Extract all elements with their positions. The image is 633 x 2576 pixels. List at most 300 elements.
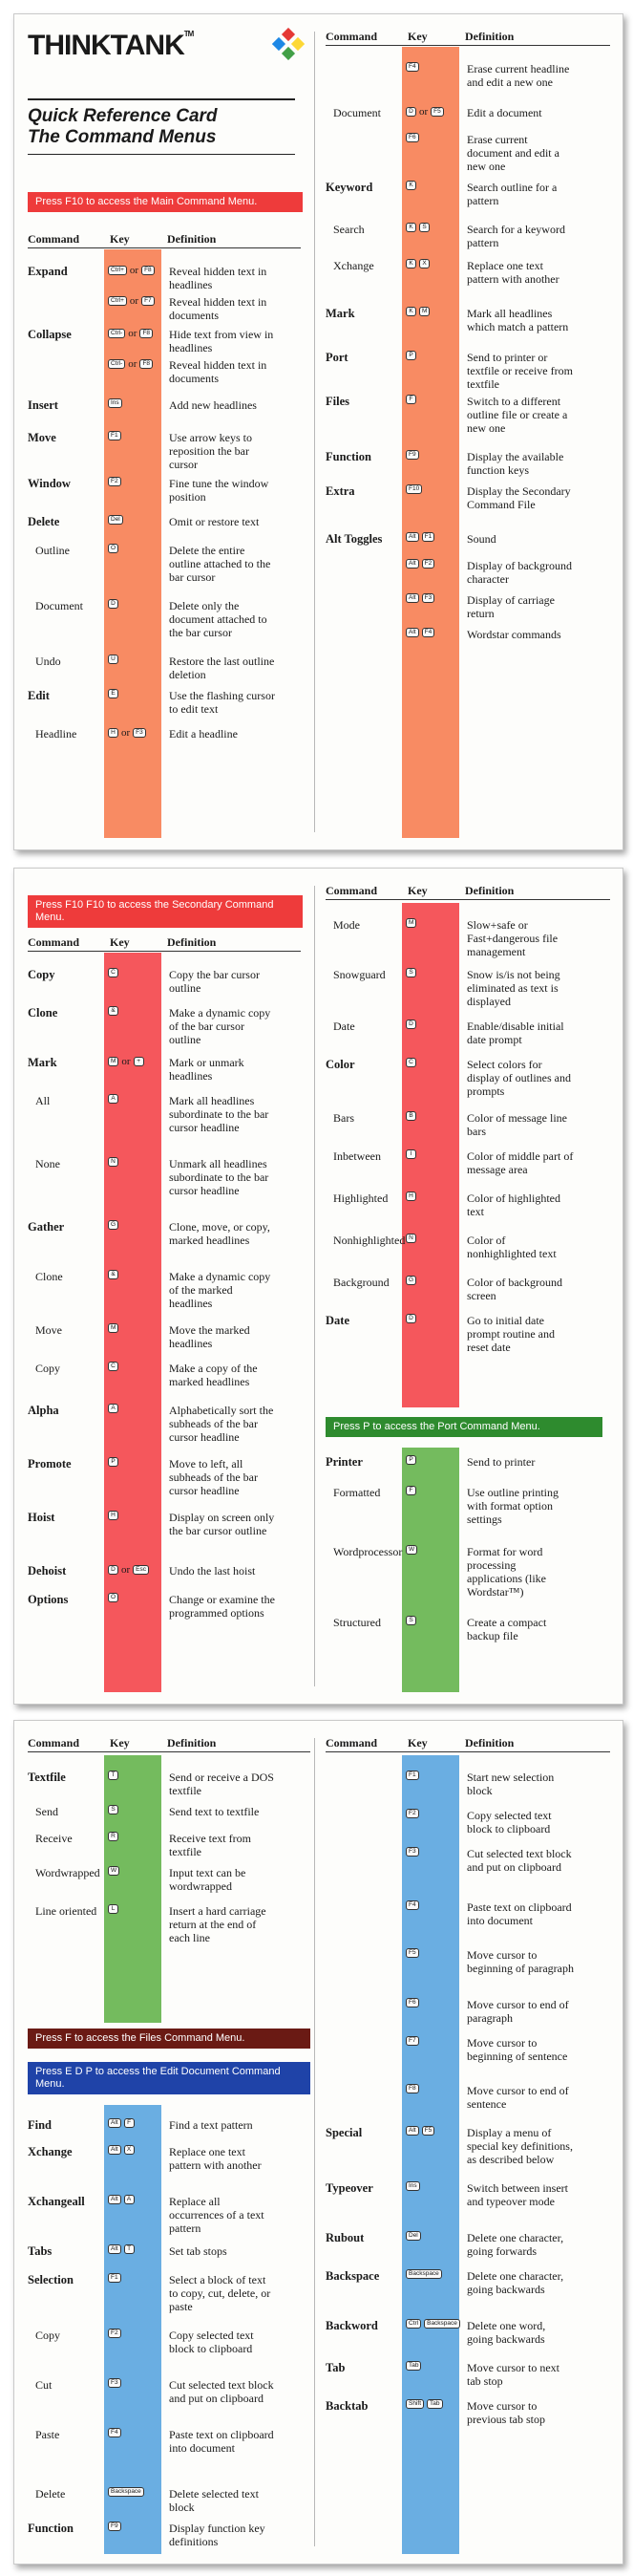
keycap-icon: Ctrl+ xyxy=(108,296,127,306)
subcommand-label: Send xyxy=(35,1805,58,1818)
command-label: Port xyxy=(326,351,348,364)
key-combo xyxy=(108,1270,118,1279)
keycap-icon: Ctrl- xyxy=(108,359,125,369)
key-or-text: or xyxy=(121,1056,131,1067)
definition-text: Insert a hard carriage return at the end of each line xyxy=(169,1904,266,1944)
definition-text: Copy selected text block to clipboard xyxy=(169,2329,254,2355)
keycap-icon: K xyxy=(406,307,416,316)
key-combo xyxy=(406,395,416,404)
keycap-icon: F4 xyxy=(422,628,435,637)
subcommand-label: Move xyxy=(35,1323,62,1337)
command-label: Textfile xyxy=(28,1771,66,1784)
definition-text: Display function key definitions xyxy=(169,2522,265,2548)
key-combo xyxy=(406,918,416,928)
key-combo xyxy=(108,1094,118,1104)
key-combo xyxy=(108,328,153,339)
subcommand-label: Background xyxy=(333,1276,390,1289)
command-label: Copy xyxy=(28,968,55,981)
keycap-icon: O xyxy=(108,544,118,553)
keycap-icon: M xyxy=(108,1057,118,1066)
definition-text: Display the Secondary Command File xyxy=(467,484,571,511)
key-combo xyxy=(108,1457,118,1467)
key-combo xyxy=(108,1056,144,1067)
keycap-icon: M xyxy=(419,307,430,316)
key-combo xyxy=(108,689,118,698)
definition-text: Clone, move, or copy, marked headlines xyxy=(169,1220,270,1247)
header-rule xyxy=(28,1751,310,1752)
definition-text: Start new selection block xyxy=(467,1771,555,1797)
definition-text: Move the marked headlines xyxy=(169,1323,250,1350)
definition-text: Reveal hidden text in documents xyxy=(169,295,267,322)
definition-text: Make a dynamic copy of the marked headlines xyxy=(169,1270,271,1310)
definition-text: Display of background character xyxy=(467,559,572,586)
subcommand-label: Line oriented xyxy=(35,1904,97,1918)
key-combo xyxy=(406,450,419,460)
keycap-icon: F6 xyxy=(406,133,419,142)
key-combo xyxy=(406,2084,419,2093)
keycap-icon: Ins xyxy=(406,2181,420,2191)
key-combo xyxy=(406,968,416,977)
keycap-icon: M xyxy=(108,1323,118,1333)
keycap-icon: Backspace xyxy=(108,2487,144,2497)
definition-text: Replace all occurrences of a text pattern xyxy=(169,2195,264,2235)
keycap-icon: F5 xyxy=(406,1948,419,1958)
definition-text: Find a text pattern xyxy=(169,2118,253,2132)
key-combo xyxy=(108,431,121,440)
definition-text: Color of middle part of message area xyxy=(467,1149,574,1176)
subcommand-label: Structured xyxy=(333,1616,381,1629)
command-label: Function xyxy=(28,2522,74,2535)
keycap-icon: F xyxy=(406,1486,416,1495)
key-combo xyxy=(108,515,123,525)
keycap-icon: Tab xyxy=(406,2361,421,2371)
keycap-icon: G xyxy=(406,1276,416,1285)
header-rule xyxy=(28,951,301,952)
definition-text: Send text to textfile xyxy=(169,1805,260,1818)
column-header-command: Command xyxy=(28,232,80,246)
definition-text: Search for a keyword pattern xyxy=(467,223,565,249)
keycap-icon: F1 xyxy=(422,532,435,542)
keycap-icon: Shift xyxy=(406,2399,424,2409)
keycap-icon: F9 xyxy=(108,2522,121,2531)
definition-text: Omit or restore text xyxy=(169,515,260,528)
keycap-icon: Ins xyxy=(108,398,122,408)
column-header-definition: Definition xyxy=(465,1736,515,1750)
column-header-command: Command xyxy=(28,1736,80,1750)
key-combo xyxy=(406,1191,416,1201)
keycap-icon: Alt xyxy=(406,628,419,637)
keycap-icon: F3 xyxy=(406,1847,419,1857)
keycap-icon: Backspace xyxy=(406,2269,442,2279)
subcommand-label: Copy xyxy=(35,1362,61,1375)
command-label: Mark xyxy=(326,307,355,320)
keycap-icon: F10 xyxy=(406,484,422,494)
definition-text: Move cursor to end of paragraph xyxy=(467,1998,569,2025)
key-combo xyxy=(108,1362,118,1371)
key-combo xyxy=(108,1220,118,1230)
keycap-icon: H xyxy=(406,1191,416,1201)
keycap-icon: D xyxy=(108,1565,118,1575)
definition-text: Use outline printing with format option settings xyxy=(467,1486,559,1526)
definition-text: Move cursor to next tab stop xyxy=(467,2361,559,2388)
column-header-key: Key xyxy=(110,232,130,246)
secondary-menu-band: Press F10 F10 to access the Secondary Command Menu. xyxy=(28,895,303,928)
keycap-icon: W xyxy=(406,1545,417,1555)
key-combo xyxy=(406,1771,419,1780)
keycap-icon: K xyxy=(406,181,416,190)
keycap-icon: H xyxy=(108,1511,118,1520)
column-divider xyxy=(314,32,315,832)
key-or-text: or xyxy=(129,295,139,307)
keycap-icon: F1 xyxy=(108,431,121,440)
key-combo xyxy=(406,1809,419,1818)
keycap-icon: F7 xyxy=(406,2036,419,2046)
definition-text: Replace one text pattern with another xyxy=(169,2145,262,2172)
key-combo xyxy=(108,1904,118,1914)
keycap-icon: N xyxy=(108,1157,118,1167)
subcommand-label: Document xyxy=(333,106,381,119)
keycap-icon: F8 xyxy=(139,359,153,369)
key-combo xyxy=(108,2378,121,2388)
keycap-icon: F5 xyxy=(422,2126,435,2136)
key-combo xyxy=(406,1111,416,1121)
keycap-icon: F3 xyxy=(108,2378,121,2388)
keycap-icon: Backspace xyxy=(424,2319,460,2329)
keycap-icon: K xyxy=(406,223,416,232)
keycap-icon: F xyxy=(406,395,416,404)
definition-text: Delete one word, going backwards xyxy=(467,2319,546,2346)
definition-text: Delete one character, going backwards xyxy=(467,2269,564,2296)
key-combo xyxy=(406,628,434,637)
command-label: Delete xyxy=(28,515,60,528)
definition-text: Wordstar commands xyxy=(467,628,561,641)
definition-text: Erase current headline and edit a new one xyxy=(467,62,570,89)
card-secondary-menu xyxy=(13,868,623,1705)
key-combo xyxy=(406,181,416,190)
command-label: Edit xyxy=(28,689,50,702)
definition-text: Move cursor to end of sentence xyxy=(467,2084,569,2111)
key-combo xyxy=(108,1404,118,1413)
command-label: Alpha xyxy=(28,1404,59,1417)
keycap-icon: B xyxy=(406,1111,416,1121)
key-combo xyxy=(108,1832,118,1841)
definition-text: Input text can be wordwrapped xyxy=(169,1866,246,1893)
keycap-icon: A xyxy=(108,1404,118,1413)
keycap-icon: G xyxy=(108,1220,118,1230)
definition-text: Cut selected text block and put on clipboard xyxy=(169,2378,274,2405)
keycap-icon: F6 xyxy=(406,1998,419,2007)
key-combo xyxy=(406,1276,416,1285)
definition-text: Make a dynamic copy of the bar cursor outline xyxy=(169,1006,271,1046)
key-combo xyxy=(406,307,430,316)
keycap-icon: F1 xyxy=(406,1771,419,1780)
command-label: Xchange xyxy=(28,2145,73,2158)
subcommand-label: Headline xyxy=(35,727,77,741)
subcommand-label: Paste xyxy=(35,2428,60,2441)
key-combo xyxy=(406,1149,416,1159)
command-label: Alt Toggles xyxy=(326,532,383,546)
keycap-icon: D xyxy=(406,1020,416,1029)
command-label: Expand xyxy=(28,265,68,278)
key-combo xyxy=(108,2487,144,2497)
key-combo xyxy=(406,1314,416,1323)
column-header-command: Command xyxy=(326,884,378,897)
key-combo xyxy=(108,727,146,739)
definition-text: Mark or unmark headlines xyxy=(169,1056,244,1083)
keycap-icon: X xyxy=(124,2145,135,2155)
column-header-command: Command xyxy=(326,1736,378,1750)
subcommand-label: Search xyxy=(333,223,365,236)
key-combo xyxy=(108,1511,118,1520)
definition-text: Move cursor to beginning of sentence xyxy=(467,2036,568,2063)
keycap-icon: H xyxy=(108,728,118,738)
column-header-key: Key xyxy=(110,1736,130,1750)
subcommand-label: Wordprocessor xyxy=(333,1545,403,1558)
command-label: Selection xyxy=(28,2273,74,2286)
keycap-icon: C xyxy=(108,1362,118,1371)
key-combo xyxy=(406,2181,420,2191)
subcommand-label: All xyxy=(35,1094,51,1107)
definition-text: Sound xyxy=(467,532,496,546)
keycap-icon: D xyxy=(406,107,416,117)
key-combo xyxy=(108,2195,135,2204)
definition-text: Display on screen only the bar cursor outline xyxy=(169,1511,275,1537)
card-title: Quick Reference Card The Command Menus xyxy=(28,106,218,147)
keycap-icon: X xyxy=(419,259,430,268)
key-combo xyxy=(108,599,118,609)
keycap-icon: I xyxy=(406,1149,416,1159)
definition-text: Snow is/is not being eliminated as text is displayed xyxy=(467,968,560,1008)
keycap-icon: F2 xyxy=(406,1809,419,1818)
definition-text: Undo the last hoist xyxy=(169,1564,256,1578)
column-divider xyxy=(314,1738,315,2546)
definition-text: Copy the bar cursor outline xyxy=(169,968,260,995)
command-label: Tab xyxy=(326,2361,346,2374)
keycap-icon: F3 xyxy=(422,593,435,603)
title-rule-bottom xyxy=(28,154,295,155)
subcommand-label: Snowguard xyxy=(333,968,386,981)
key-combo xyxy=(406,1948,419,1958)
command-label: Printer xyxy=(326,1455,363,1469)
diamond-logo-icon xyxy=(272,28,305,60)
key-combo xyxy=(108,265,155,276)
key-combo xyxy=(406,223,430,232)
key-combo xyxy=(406,1998,419,2007)
command-label: Backtab xyxy=(326,2399,369,2413)
definition-text: Display the available function keys xyxy=(467,450,564,477)
definition-text: Mark all headlines subordinate to the bar cursor headline xyxy=(169,1094,269,1134)
key-combo xyxy=(108,544,118,553)
subcommand-label: Inbetween xyxy=(333,1149,381,1163)
definition-text: Move to left, all subheads of the bar cursor headline xyxy=(169,1457,258,1497)
column-header-key: Key xyxy=(408,1736,428,1750)
definition-text: Hide text from view in headlines xyxy=(169,328,274,354)
keycap-icon: F2 xyxy=(422,559,435,569)
subcommand-label: Bars xyxy=(333,1111,354,1125)
column-header-definition: Definition xyxy=(167,232,217,246)
definition-text: Create a compact backup file xyxy=(467,1616,547,1642)
keycap-icon: F8 xyxy=(406,2084,419,2093)
key-color-strip xyxy=(104,1755,161,2023)
subcommand-label: Cut xyxy=(35,2378,53,2392)
command-label: Special xyxy=(326,2126,363,2139)
key-combo xyxy=(108,2273,121,2283)
keycap-icon: S xyxy=(419,223,430,232)
key-combo xyxy=(406,484,422,494)
definition-text: Make a copy of the marked headlines xyxy=(169,1362,258,1388)
key-combo xyxy=(108,2522,121,2531)
command-label: Collapse xyxy=(28,328,72,341)
key-combo xyxy=(406,133,419,142)
key-combo xyxy=(108,2145,135,2155)
keycap-icon: S xyxy=(108,1805,118,1814)
keycap-icon: S xyxy=(406,968,416,977)
keycap-icon: P xyxy=(406,1455,416,1465)
column-header-key: Key xyxy=(408,884,428,897)
header-rule xyxy=(326,899,610,900)
definition-text: Delete the entire outline attached to the bar cursor xyxy=(169,544,271,584)
definition-text: Color of message line bars xyxy=(467,1111,567,1138)
keycap-icon: F3 xyxy=(133,728,146,738)
key-combo xyxy=(108,1006,118,1016)
key-combo xyxy=(406,1486,416,1495)
definition-text: Copy selected text block to clipboard xyxy=(467,1809,552,1835)
command-label: Options xyxy=(28,1593,69,1606)
key-combo xyxy=(406,532,434,542)
command-label: Hoist xyxy=(28,1511,55,1524)
command-label: Rubout xyxy=(326,2231,365,2244)
keycap-icon: A xyxy=(108,1094,118,1104)
definition-text: Select colors for display of outlines and prompts xyxy=(467,1058,571,1098)
definition-text: Slow+safe or Fast+dangerous file management xyxy=(467,918,559,958)
keycap-icon: F2 xyxy=(108,477,121,486)
definition-text: Alphabetically sort the subheads of the bar cursor headline xyxy=(169,1404,274,1444)
key-combo xyxy=(406,2319,460,2329)
keycap-icon: P xyxy=(108,1457,118,1467)
definition-text: Fine tune the window position xyxy=(169,477,269,504)
definition-text: Add new headlines xyxy=(169,398,257,412)
definition-text: Use arrow keys to reposition the bar cursor xyxy=(169,431,252,471)
definition-text: Search outline for a pattern xyxy=(467,181,558,207)
key-combo xyxy=(108,1771,118,1780)
command-label: Gather xyxy=(28,1220,65,1234)
keycap-icon: F8 xyxy=(139,329,153,338)
command-label: Find xyxy=(28,2118,53,2132)
keycap-icon: F5 xyxy=(431,107,444,117)
key-combo xyxy=(406,2231,421,2241)
definition-text: Format for word processing applications (like Wordstar™) xyxy=(467,1545,546,1599)
key-combo xyxy=(108,968,118,977)
column-header-definition: Definition xyxy=(167,1736,217,1750)
command-label: Insert xyxy=(28,398,58,412)
subcommand-label: Document xyxy=(35,599,83,612)
keycap-icon: F1 xyxy=(108,2273,121,2283)
key-combo xyxy=(108,2428,121,2437)
key-combo xyxy=(108,1323,118,1333)
keycap-icon: + xyxy=(134,1057,144,1066)
definition-text: Change or examine the programmed options xyxy=(169,1593,275,1620)
keycap-icon: Ctrl+ xyxy=(108,266,127,275)
definition-text: Replace one text pattern with another xyxy=(467,259,559,286)
subcommand-label: Delete xyxy=(35,2487,66,2501)
keycap-icon: T xyxy=(108,1771,118,1780)
command-label: Xchangeall xyxy=(28,2195,85,2208)
keycap-icon: F xyxy=(124,2118,135,2128)
key-combo xyxy=(406,2269,442,2279)
main-menu-band: Press F10 to access the Main Command Menu. xyxy=(28,192,303,212)
keycap-icon: Esc xyxy=(133,1565,149,1575)
keycap-icon: K xyxy=(406,259,416,268)
keycap-icon: Alt xyxy=(108,2145,121,2155)
key-or-text: or xyxy=(121,727,131,739)
command-label: Typeover xyxy=(326,2181,373,2195)
keycap-icon: P xyxy=(406,351,416,360)
subcommand-label: Copy xyxy=(35,2329,61,2342)
subcommand-label: Date xyxy=(333,1020,355,1033)
definition-text: Set tab stops xyxy=(169,2244,227,2258)
definition-text: Display a menu of special key definitions, as described below xyxy=(467,2126,573,2166)
keycap-icon: Del xyxy=(406,2231,421,2241)
keycap-icon: Alt xyxy=(108,2118,121,2128)
definition-text: Color of nonhighlighted text xyxy=(467,1234,557,1260)
definition-text: Edit a document xyxy=(467,106,542,119)
keycap-icon: Del xyxy=(108,515,123,525)
key-combo xyxy=(108,2329,121,2338)
definition-text: Send or receive a DOS textfile xyxy=(169,1771,274,1797)
keycap-icon: R xyxy=(108,1832,118,1841)
column-header-key: Key xyxy=(408,30,428,43)
key-combo xyxy=(108,358,153,370)
command-label: Color xyxy=(326,1058,355,1071)
column-header-definition: Definition xyxy=(167,935,217,949)
key-combo xyxy=(406,1900,419,1910)
key-combo xyxy=(406,259,430,268)
command-label: Files xyxy=(326,395,349,408)
command-label: Date xyxy=(326,1314,349,1327)
key-combo xyxy=(108,1157,118,1167)
keycap-icon: S xyxy=(406,1616,416,1625)
definition-text: Enable/disable initial date prompt xyxy=(467,1020,564,1046)
keycap-icon: F4 xyxy=(406,62,419,72)
command-label: Function xyxy=(326,450,371,463)
subcommand-label: Wordwrapped xyxy=(35,1866,100,1879)
command-label: Tabs xyxy=(28,2244,53,2258)
key-combo xyxy=(406,62,419,72)
definition-text: Delete one character, going forwards xyxy=(467,2231,564,2258)
definition-text: Edit a headline xyxy=(169,727,238,741)
column-header-key: Key xyxy=(110,935,130,949)
definition-text: Move cursor to beginning of paragraph xyxy=(467,1948,574,1975)
command-label: Move xyxy=(28,431,56,444)
key-combo xyxy=(406,1616,416,1625)
definition-text: Send to printer or textfile or receive from textfile xyxy=(467,351,573,391)
keycap-icon: L xyxy=(108,1904,118,1914)
key-combo xyxy=(108,2244,135,2254)
keycap-icon: M xyxy=(406,918,416,928)
key-combo xyxy=(108,2118,135,2128)
definition-text: Color of highlighted text xyxy=(467,1191,560,1218)
definition-text: Send to printer xyxy=(467,1455,536,1469)
key-or-text: or xyxy=(121,1564,131,1576)
files-menu-band: Press F to access the Files Command Menu. xyxy=(28,2029,310,2049)
keycap-icon: T xyxy=(124,2244,135,2254)
command-label: Promote xyxy=(28,1457,72,1470)
key-color-strip xyxy=(402,47,459,838)
key-combo xyxy=(406,1058,416,1067)
column-divider xyxy=(314,886,315,1686)
header-rule xyxy=(326,45,610,46)
column-header-command: Command xyxy=(28,935,80,949)
